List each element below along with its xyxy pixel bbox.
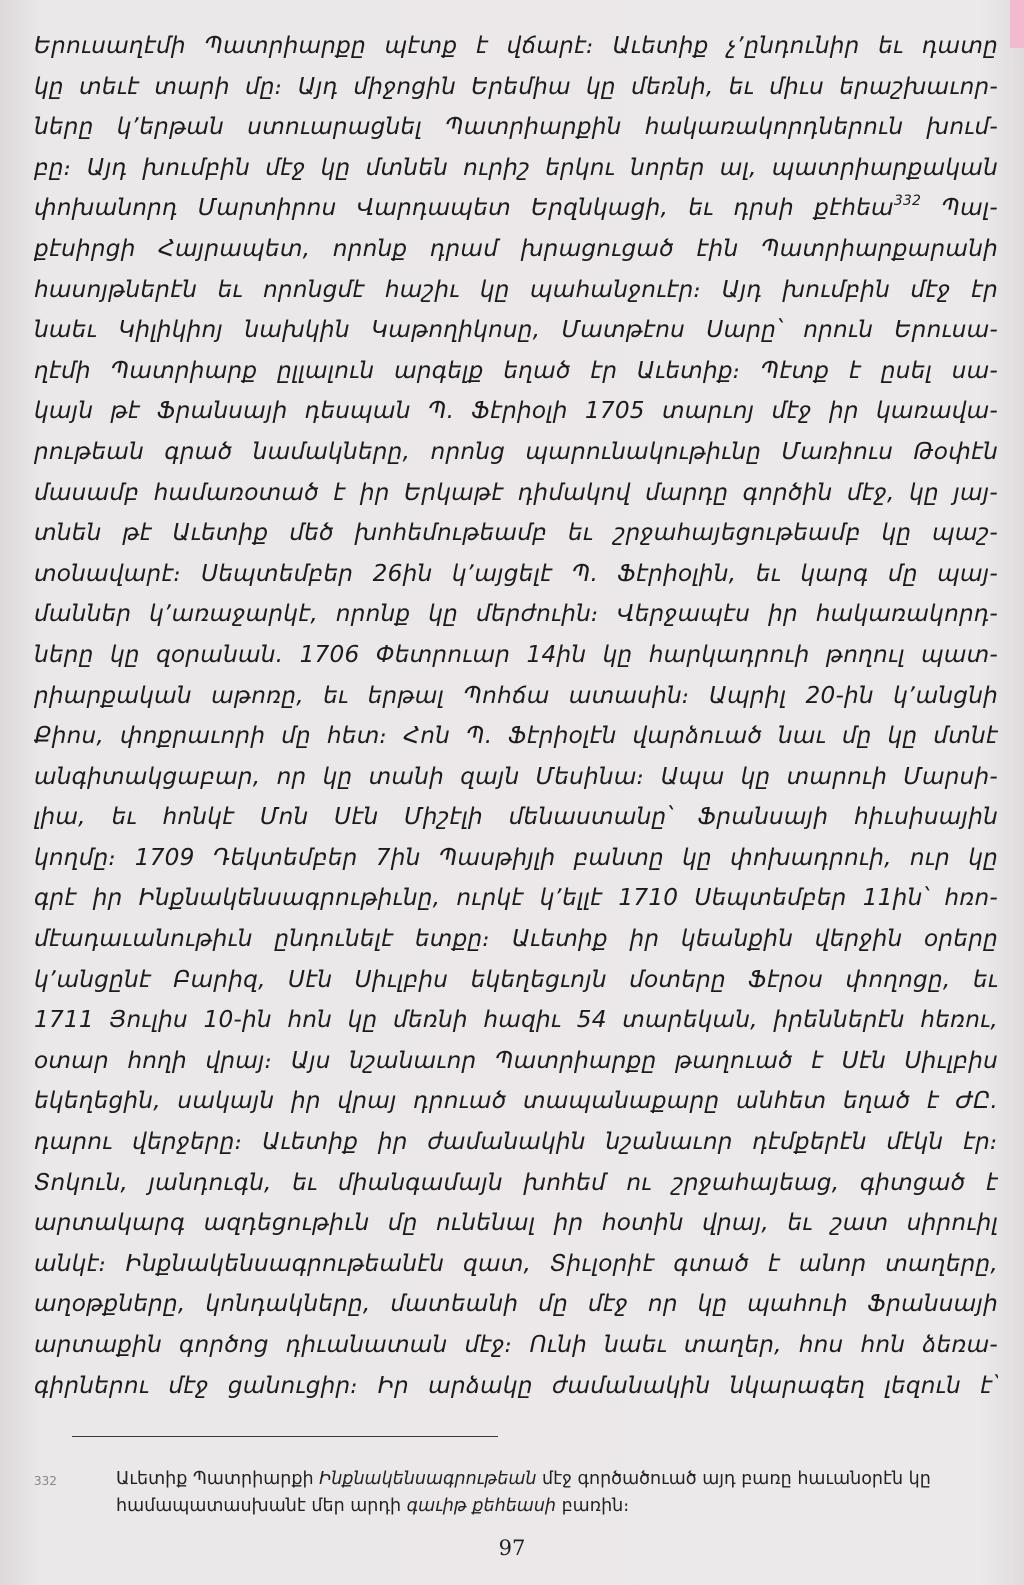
text-line: 1711 Յուլիս 10-ին հոն կը մեռնի հազիւ 54 տարեկան, իրեններէն հեռու, [34, 1006, 998, 1034]
text-line: ները կը զօրանան. 1706 Փետրուար 14ին կը հարկադրուի թողուլ պատ- [34, 640, 998, 668]
text-line: րութեան գրած նամակները, որոնց պարունակութիւնը Մառիուս Թօփէն [34, 437, 998, 465]
text-line-segment: Պալ- [921, 194, 998, 222]
text-line: եկեղեցին, սակայն իր վրայ դրուած տապանաքարը անհետ եղած է ԺԸ. [34, 1087, 998, 1115]
text-line-segment: փոխանորդ Մարտիրոս Վարդապետ Երզնկացի, եւ դրսի քէհեա [34, 194, 894, 222]
main-text-block [34, 26, 998, 1406]
text-line: դարու վերջերը։ Աւետիք իր ժամանակին նշանաւոր դէմքերէն մէկն էր։ [34, 1128, 998, 1156]
text-line: արտակարգ ազդեցութիւն մը ունենալ իր հօտին վրայ, եւ շատ սիրուիլ [34, 1209, 998, 1237]
text-line: գրէ իր Ինքնակենսագրութիւնը, ուրկէ կ՚ելլէ 1710 Սեպտեմբեր 11ին՝ հռո- [34, 884, 998, 912]
text-line: բը։ Այդ խումբին մէջ կը մտնեն ուրիշ երկու նորեր ալ, պատրիարքական [34, 153, 998, 181]
footnote [34, 1466, 998, 1520]
footnote-separator-rule [72, 1436, 498, 1437]
text-line: մասամբ համառօտած է իր Երկաթէ դիմակով մարդը գործին մէջ, կը յայ- [34, 478, 998, 506]
footnote-text [116, 1466, 998, 1520]
text-line: ները կ՚երթան ստուարացնել Պատրիարքին հակառակորդներուն խում- [34, 113, 998, 141]
text-line: տնեն թէ Աւետիք մեծ խոհեմութեամբ եւ շրջահայեցութեամբ կը պաշ- [34, 519, 998, 547]
text-line: մաններ կ՚առաջարկէ, որոնք կը մերժուին։ Վերջապէս իր հակառակորդ- [34, 600, 998, 628]
page-tab-marker [1010, 0, 1024, 48]
text-line: կայն թէ Ֆրանսայի դեսպան Պ. Ֆէրիօլի 1705 տարւոյ մէջ իր կառավա- [34, 397, 998, 425]
footnote-reference[interactable]: 332 [893, 193, 922, 210]
footnote-text-segment: Աւետիք Պատրիարքի [116, 1469, 320, 1489]
footnote-italic-term: Ինքնակենսագրութեան [319, 1469, 537, 1489]
text-line: նաեւ Կիլիկիոյ նախկին Կաթողիկոսը, Մատթէոս Սարը՝ որուն Երուսա- [34, 316, 998, 344]
page-number: 97 [498, 1536, 526, 1560]
text-line: արտաքին գործոց դիւանատան մէջ։ Ունի նաեւ տաղեր, հոս հոն ձեռա- [34, 1331, 998, 1358]
footnote-text-segment: մէջ գործածուած այդ բառը հաւանօրէն կը համապատասխանէ մեր արդի [116, 1469, 931, 1516]
text-line: Տոկուն, յանդուգն, եւ միանգամայն խոհեմ ու շրջահայեաց, գիտցած է [34, 1168, 998, 1196]
text-line: կը տեւէ տարի մը։ Այդ միջոցին Երեմիա կը մեռնի, եւ միւս երաշխաւոր- [34, 72, 998, 100]
text-line: գիրներու մէջ ցանուցիր։ Իր արձակը ժամանակին նկարագեղ լեզուն է՝ [34, 1371, 998, 1399]
text-line: օտար հողի վրայ։ Այս նշանաւոր Պատրիարքը թաղուած է Սէն Սիւլբիս [34, 1046, 998, 1074]
footnote-italic-term: գաւիթ քեհեասի [406, 1496, 557, 1516]
footnote-text-segment: բառին։ [556, 1496, 630, 1516]
footnote-number: 332 [34, 1474, 57, 1488]
text-line: տօնավարէ։ Սեպտեմբեր 26ին կ՚այցելէ Պ. Ֆէրիօլին, եւ կարգ մը պայ- [34, 559, 998, 587]
text-line: Երուսաղէմի Պատրիարքը պէտք է վճարէ։ Աւետիք չ՚ընդունիր եւ դատը [34, 32, 998, 59]
text-line: աղօթքները, կոնդակները, մատեանի մը մէջ որ կը պահուի Ֆրանսայի [34, 1290, 998, 1318]
text-line-with-footnote-ref [34, 188, 998, 229]
text-line: Քիոս, փոքրաւորի մը հետ։ Հոն Պ. Ֆէրիօլէն վարձուած նաւ մը կը մտնէ [34, 722, 998, 750]
text-line: անկէ։ Ինքնակենսագրութեանէն զատ, Տիւլօրիէ գտած է անոր տաղերը, [34, 1249, 998, 1277]
text-line: ղէմի Պատրիարք ըլլալուն արգելք եղած էր Աւետիք։ Պէտք է ըսել սա- [34, 356, 998, 384]
text-line: կողմը։ 1709 Դեկտեմբեր 7ին Պասթիյլի բանտը կը փոխադրուի, ուր կը [34, 843, 998, 871]
text-line: անգիտակցաբար, որ կը տանի զայն Մեսինա։ Ապա կը տարուի Մարսի- [34, 762, 998, 790]
text-line: րիարքական աթոռը, եւ երթալ Պոհճա ատասին։ Ապրիլ 20-ին կ՚անցնի [34, 681, 998, 709]
text-line: կ՚անցընէ Բարիզ, Սէն Սիւլբիս եկեղեցւոյն մօտերը Ֆէրօս փողոցը, եւ [34, 965, 998, 993]
text-line: լիա, եւ հոնկէ Մոն Սէն Միշէլի մենաստանը՝ Ֆրանսայի հիւսիսային [34, 803, 998, 831]
text-line: հասոյթներէն եւ որոնցմէ հաշիւ կը պահանջուէր։ Այդ խումբին մէջ էր [34, 275, 998, 303]
text-line: քէսիրցի Հայրապետ, որոնք դրամ խրացուցած էին Պատրիարքարանի [34, 234, 998, 262]
text-line: մէադաւանութիւն ընդունելէ ետքը։ Աւետիք իր կեանքին վերջին օրերը [34, 925, 998, 953]
